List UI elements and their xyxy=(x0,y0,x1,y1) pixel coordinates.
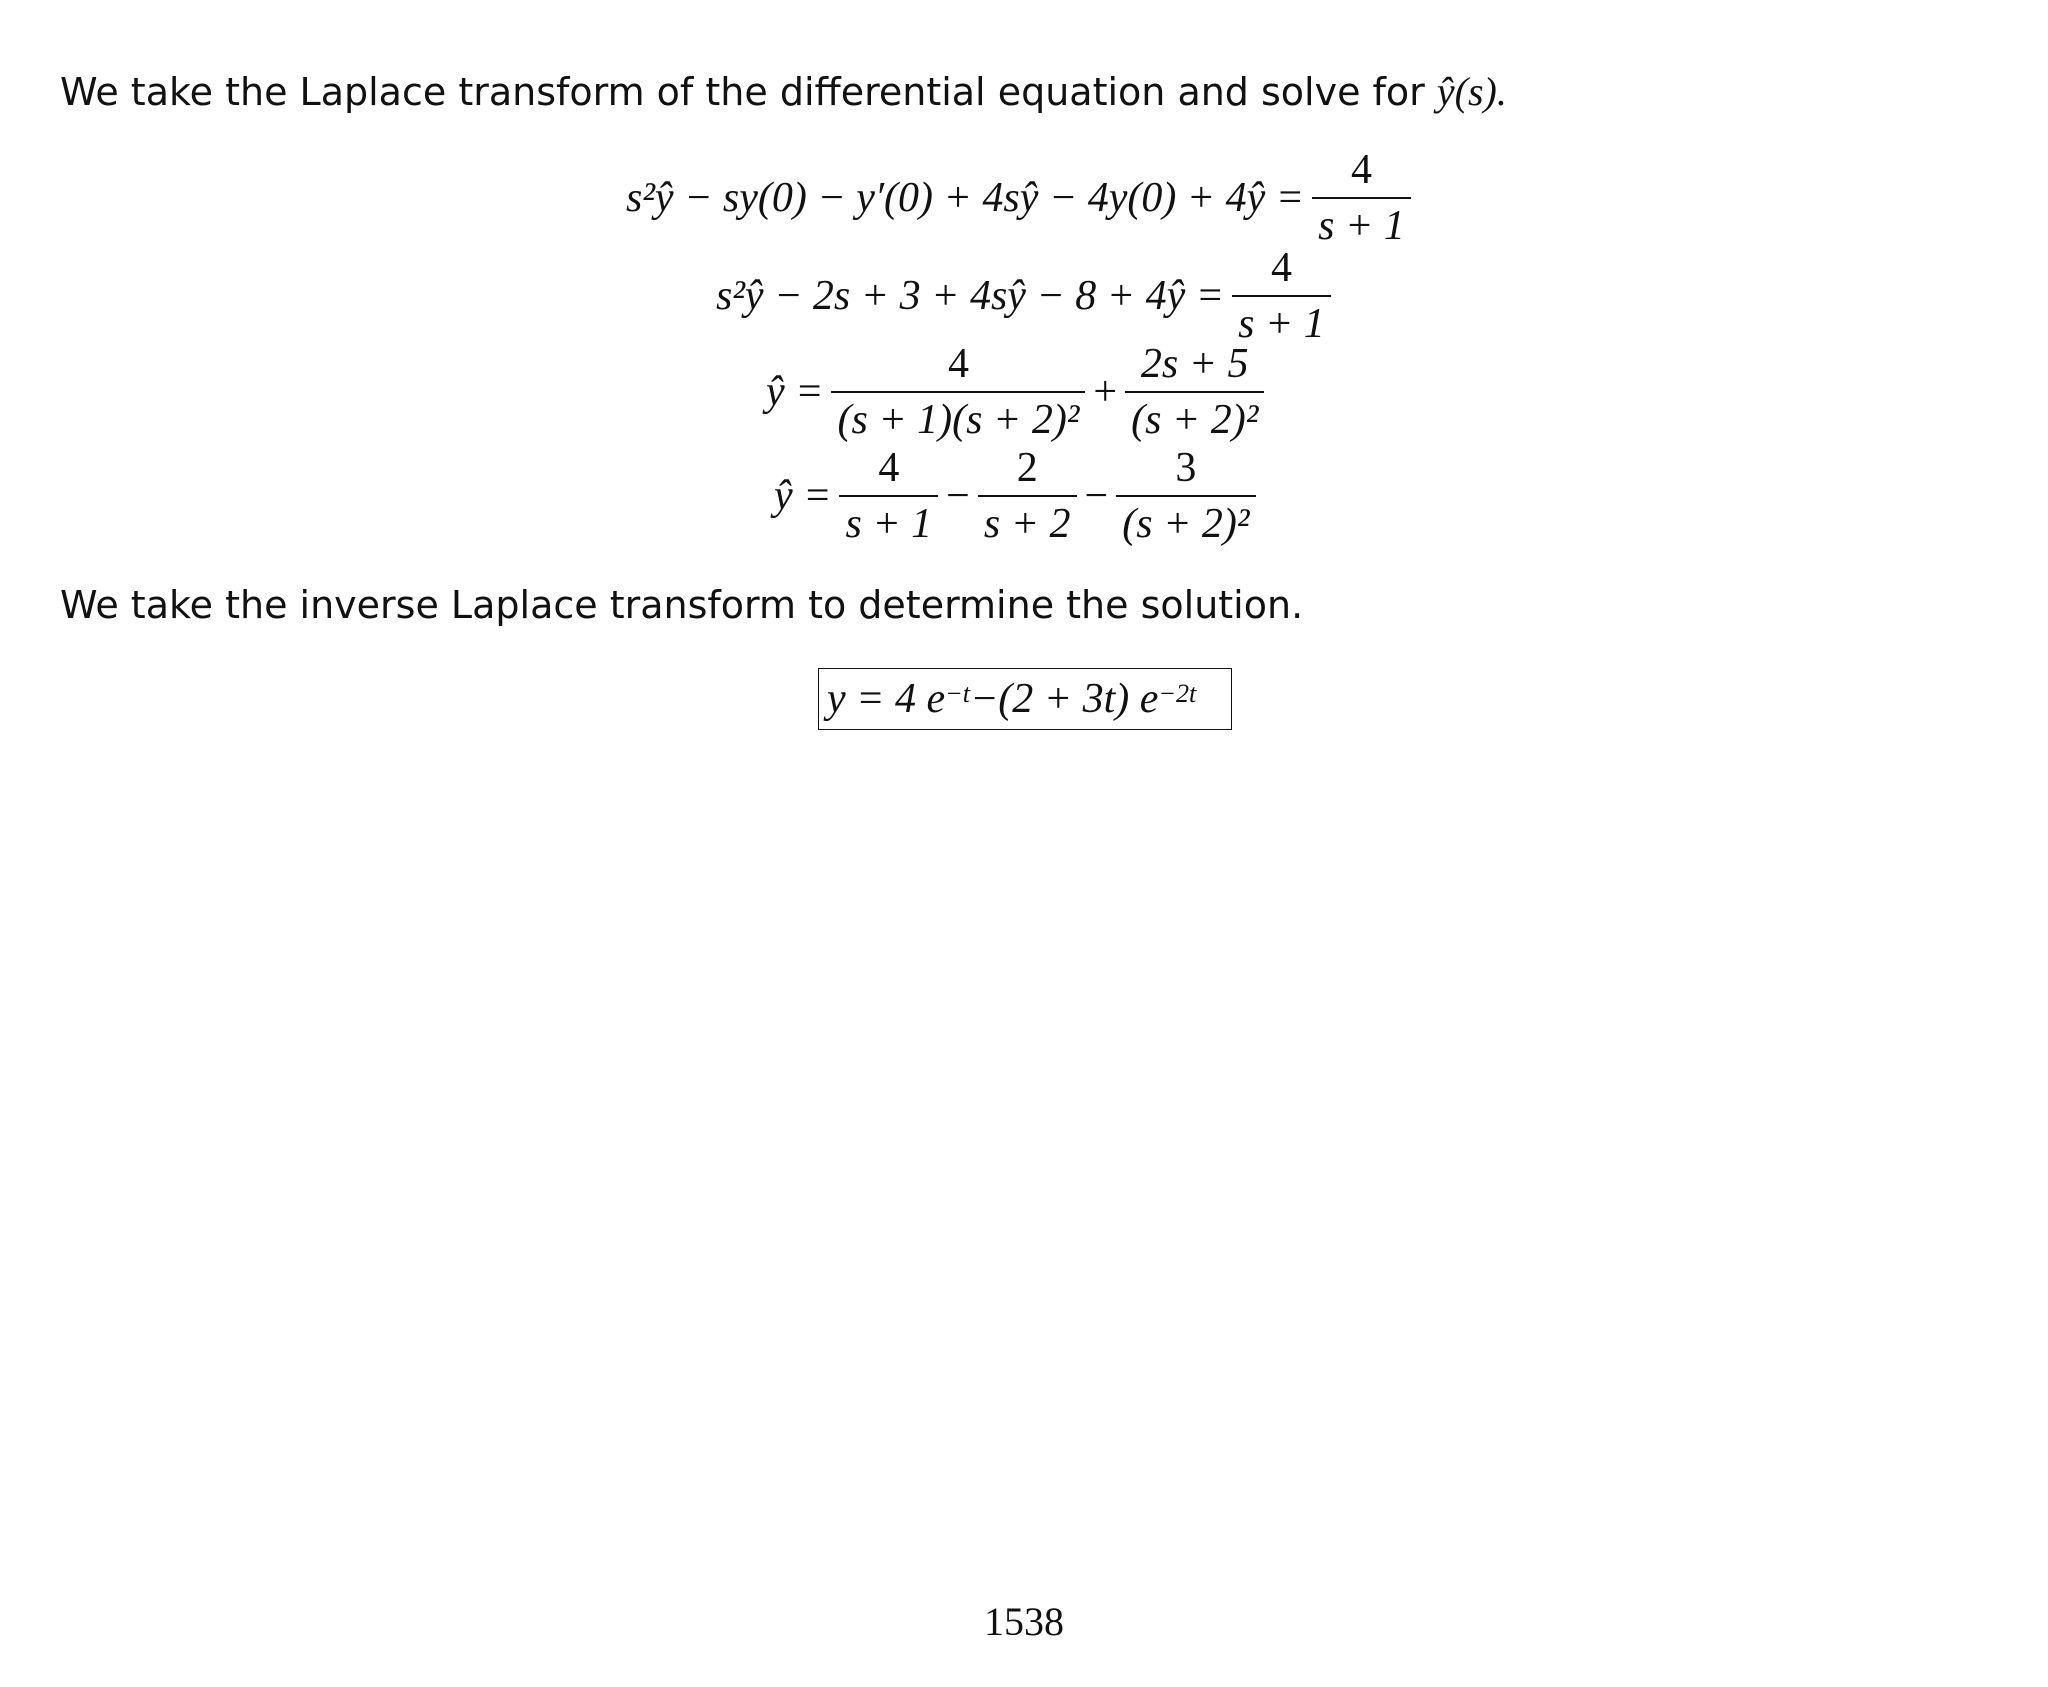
equation-4 xyxy=(774,446,1264,546)
equation-4-fraction-2-numerator: 2 xyxy=(1016,445,1038,491)
equation-1 xyxy=(626,148,1419,248)
equation-4-operator-1: − xyxy=(946,473,970,519)
equation-4-fraction-3-numerator: 3 xyxy=(1175,445,1197,491)
paragraph-inverse xyxy=(60,583,1304,627)
equation-3-fraction-1-numerator: 4 xyxy=(947,341,969,387)
equation-4-fraction-2-denominator: s + 2 xyxy=(978,495,1077,545)
solution-exponent-1: −t xyxy=(945,678,970,708)
equation-1-lhs: s²ŷ − sy(0) − y′(0) + 4sŷ − 4y(0) + 4ŷ = xyxy=(626,175,1305,221)
equation-1-fraction xyxy=(1312,149,1411,247)
equation-1-denominator: s + 1 xyxy=(1312,197,1411,247)
solution-exponent-2: −2t xyxy=(1158,678,1197,708)
equation-3-fraction-2-numerator: 2s + 5 xyxy=(1140,341,1249,387)
equation-2-numerator: 4 xyxy=(1270,245,1292,291)
paragraph-inverse-text: We take the inverse Laplace transform to determine the solution. xyxy=(60,583,1304,627)
equation-4-fraction-2 xyxy=(978,447,1077,545)
equation-4-fraction-1-numerator: 4 xyxy=(878,445,900,491)
equation-4-lhs: ŷ = xyxy=(774,473,832,519)
paragraph-intro xyxy=(60,69,1507,114)
equation-2 xyxy=(716,246,1339,346)
equation-3 xyxy=(766,342,1272,442)
equation-3-fraction-2-denominator: (s + 2)² xyxy=(1125,391,1264,441)
equation-4-fraction-1 xyxy=(839,447,938,545)
page-number: 1538 xyxy=(984,1599,1064,1644)
equation-2-lhs: s²ŷ − 2s + 3 + 4sŷ − 8 + 4ŷ = xyxy=(716,273,1225,319)
equation-4-operator-2: − xyxy=(1084,473,1109,519)
equation-4-fraction-3 xyxy=(1116,447,1255,545)
equation-3-lhs: ŷ = xyxy=(766,369,824,415)
solution-y: y = 4 e xyxy=(827,676,946,722)
equation-3-fraction-2 xyxy=(1125,343,1264,441)
solution-box xyxy=(818,668,1232,730)
solution-middle: −(2 + 3t) e xyxy=(969,676,1159,722)
equation-3-fraction-1 xyxy=(831,343,1085,441)
equation-3-fraction-1-denominator: (s + 1)(s + 2)² xyxy=(831,391,1085,441)
equation-1-numerator: 4 xyxy=(1350,147,1372,193)
paragraph-intro-text: We take the Laplace transform of the differential equation and solve for xyxy=(60,70,1425,114)
equation-2-denominator: s + 1 xyxy=(1232,295,1331,345)
equation-2-fraction xyxy=(1232,247,1331,345)
paragraph-intro-math: ŷ(s). xyxy=(1436,69,1507,114)
equation-3-operator: + xyxy=(1093,369,1118,415)
equation-4-fraction-1-denominator: s + 1 xyxy=(839,495,938,545)
equation-4-fraction-3-denominator: (s + 2)² xyxy=(1116,495,1255,545)
